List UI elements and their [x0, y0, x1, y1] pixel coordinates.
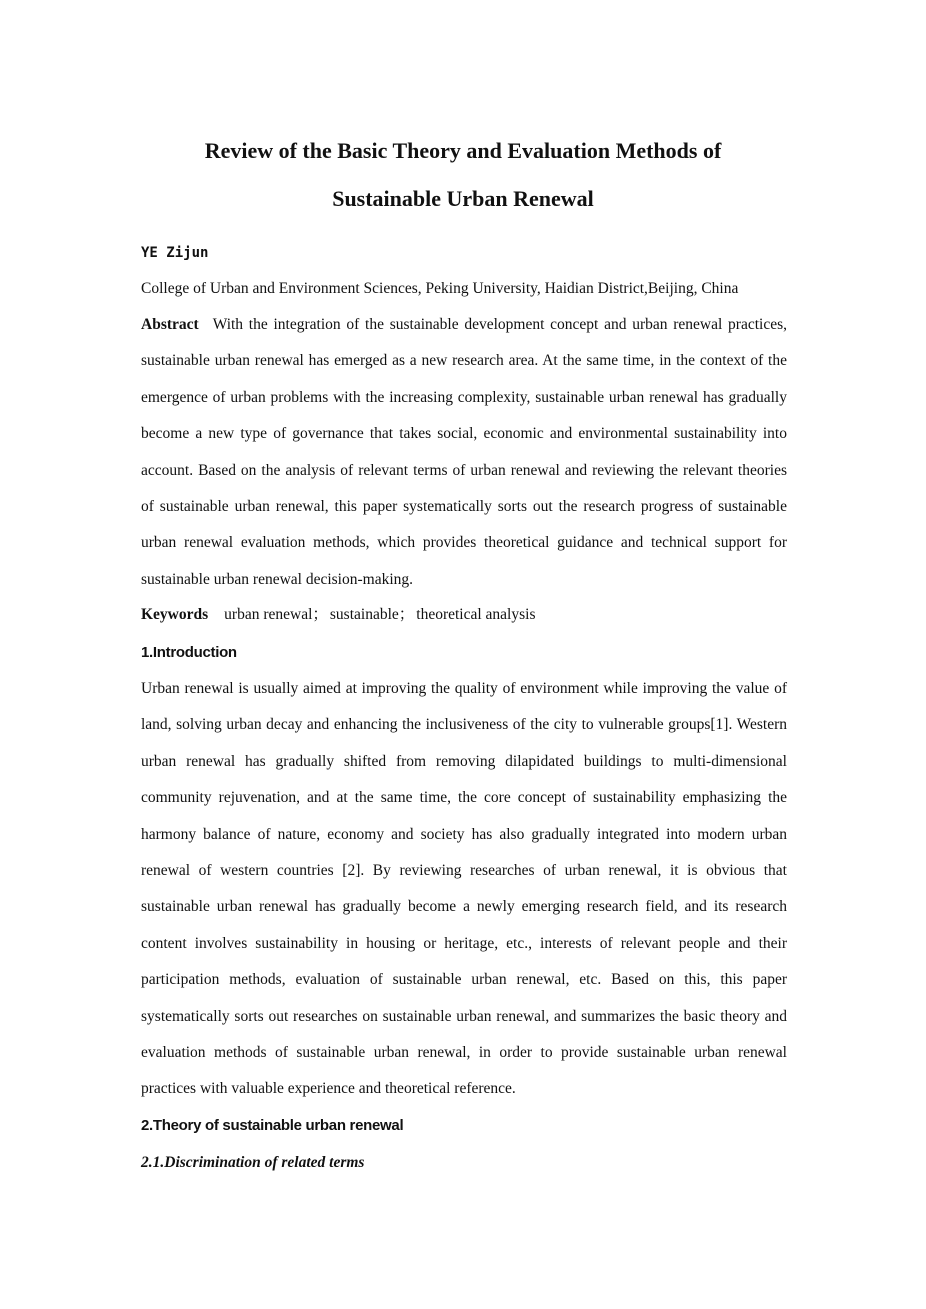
keywords-line [141, 605, 537, 625]
section-heading-theory: 2.Theory of sustainable urban renewal [141, 1117, 404, 1134]
abstract-text: With the integration of the sustainable development concept and urban renewal practices, sustainable urban renewal has emerged as a new research area. At the same time, in the context of the emergence of urban problems with the increasing complexity, sustainable urban renewal has gradually become a new type of governance that takes social, economic and environmental sustainability into account. Based on the analysis of relevant terms of urban renewal and reviewing the relevant theories of sustainable urban renewal, this paper systematically sorts out the research progress of sustainable urban renewal evaluation methods, which provides theoretical guidance and technical support for sustainable urban renewal decision-making. [141, 316, 787, 588]
section-heading-introduction: 1.Introduction [141, 644, 237, 661]
author-name: YE Zijun [141, 245, 209, 261]
keyword-item: theoretical analysis [416, 606, 536, 623]
paper-title-line-2: Sustainable Urban Renewal [332, 186, 594, 211]
keyword-item: sustainable； [329, 606, 415, 623]
keywords-label: Keywords [141, 606, 209, 623]
keyword-item: urban renewal； [224, 606, 328, 623]
abstract-label: Abstract [141, 316, 199, 333]
author-affiliation: College of Urban and Environment Sciences, Peking University, Haidian District,Beijing, China [141, 280, 739, 297]
introduction-paragraph: Urban renewal is usually aimed at improving the quality of environment while improving the value of land, solving urban decay and enhancing the inclusiveness of the city to vulnerable groups[1]. Western urban renewal has gradually shifted from removing dilapidated buildings to multi-dimensional community rejuvenation, and at the same time, the core concept of sustainability emphasizing the harmony balance of nature, economy and society has also gradually integrated into modern urban renewal of western countries [2]. By reviewing researches of urban renewal, it is obvious that sustainable urban renewal has gradually become a newly emerging research field, and its research content involves sustainability in housing or heritage, etc., interests of relevant people and their participation methods, evaluation of sustainable urban renewal, etc. Based on this, this paper systematically sorts out researches on sustainable urban renewal, and summarizes the basic theory and evaluation methods of sustainable urban renewal, in order to provide sustainable urban renewal practices with valuable experience and theoretical reference. [141, 680, 787, 1098]
abstract-paragraph [141, 307, 787, 598]
paper-title-line-1: Review of the Basic Theory and Evaluation Methods of [204, 138, 722, 163]
subsection-heading-related-terms: 2.1.Discrimination of related terms [141, 1154, 365, 1171]
